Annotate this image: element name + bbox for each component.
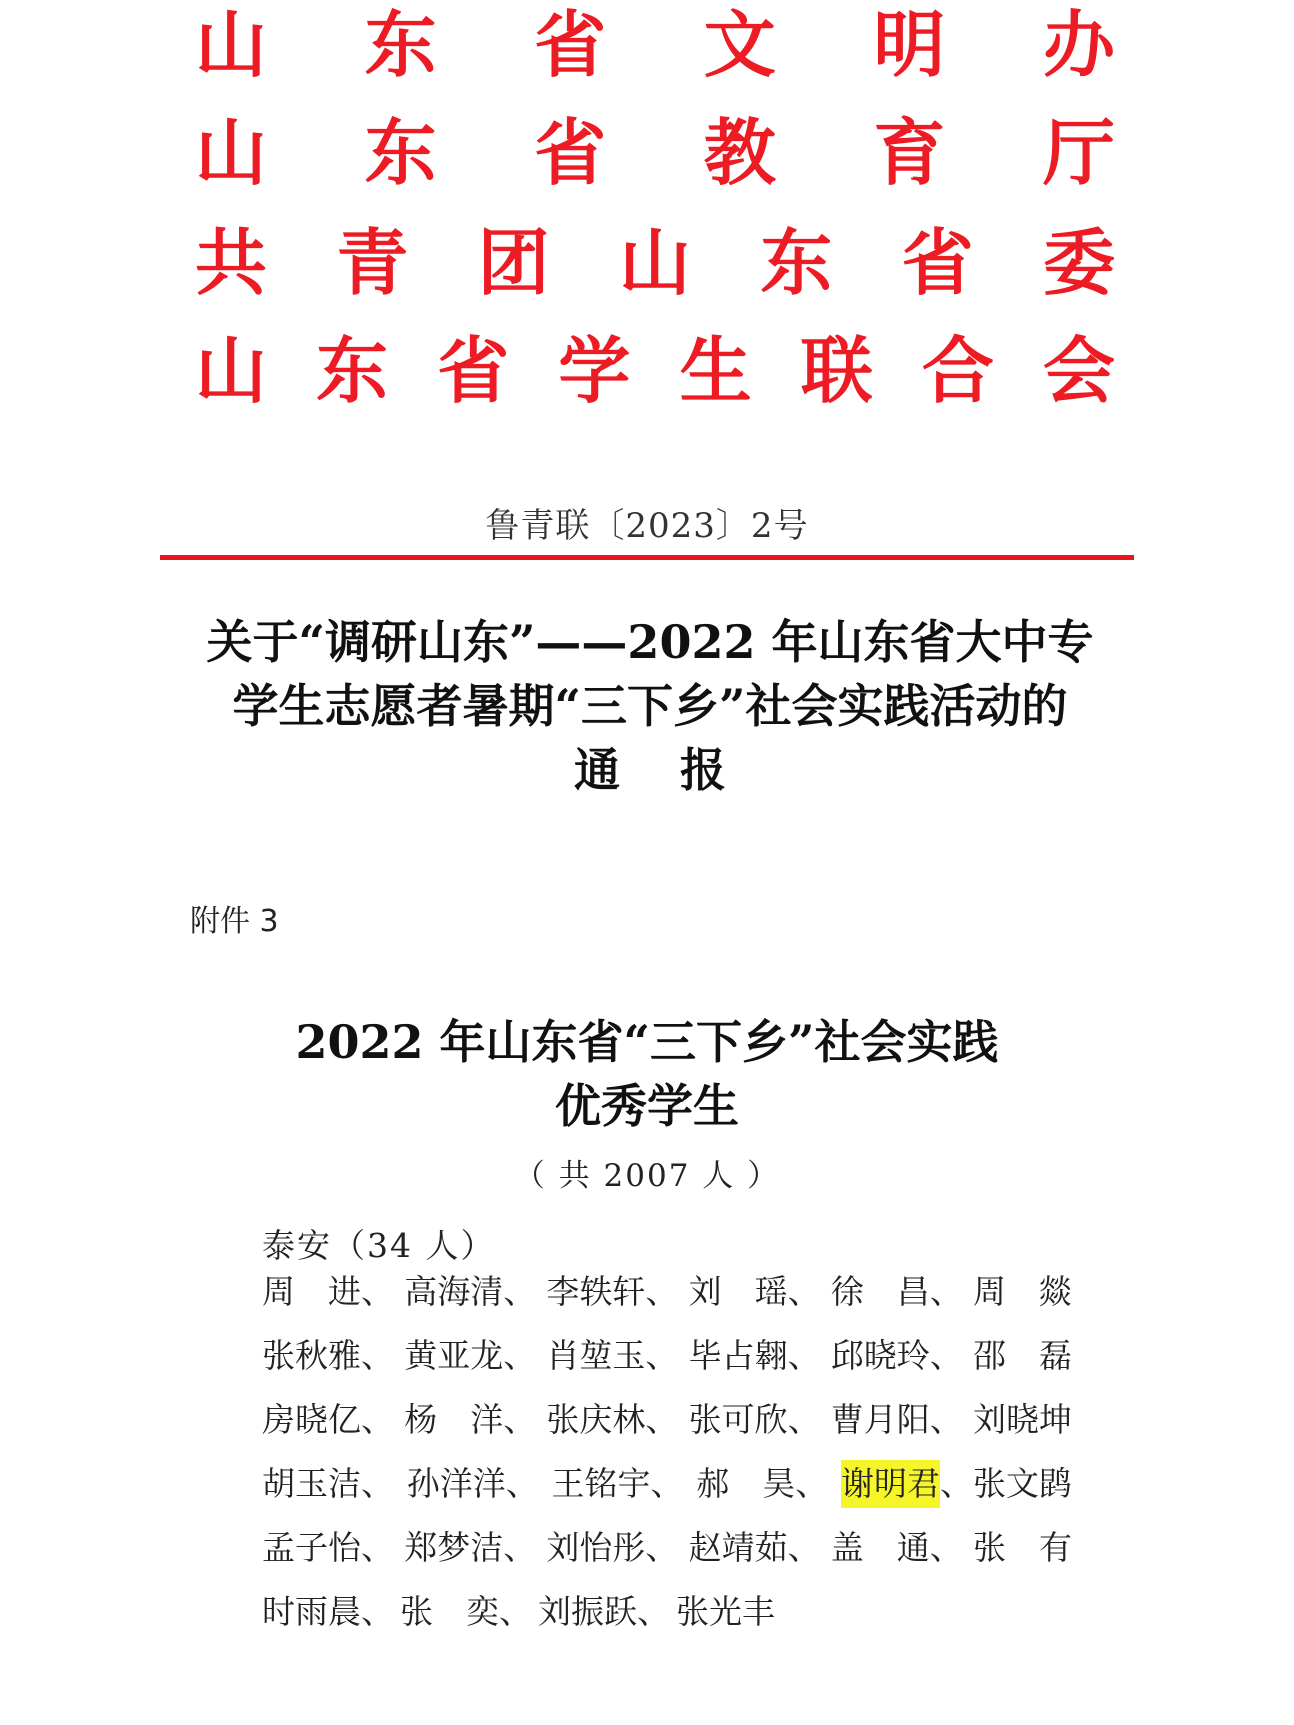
org-char: 团 (477, 221, 550, 305)
org-char: 山 (195, 329, 268, 413)
org-char: 厅 (1042, 111, 1115, 195)
student-name: 张光丰 (676, 1592, 775, 1631)
student-name: 刘振跃、 (538, 1592, 670, 1631)
list-title-line-1: 2022 年山东省“三下乡”社会实践 (295, 1015, 999, 1069)
red-divider-line (160, 555, 1134, 560)
org-char: 学 (558, 329, 631, 413)
list-title-line-2: 优秀学生 (555, 1079, 739, 1133)
name-row (262, 1460, 1072, 1508)
student-name: 周 燚 (972, 1272, 1072, 1311)
student-name: 杨 洋、 (404, 1400, 537, 1439)
org-char: 文 (703, 3, 776, 87)
student-name: 曹月阳、 (830, 1400, 963, 1439)
org-char: 省 (901, 221, 974, 305)
student-name: 张庆林、 (546, 1400, 679, 1439)
student-name: 刘 瑶、 (688, 1272, 821, 1311)
org-char: 省 (534, 3, 607, 87)
org-char: 教 (703, 111, 776, 195)
name-row (262, 1524, 1072, 1572)
student-name: 郑梦洁、 (404, 1528, 537, 1567)
student-name: 、张文鹍 (940, 1464, 1072, 1503)
student-name: 孙洋洋、 (406, 1464, 539, 1503)
notice-title-line-2: 学生志愿者暑期“三下乡”社会实践活动的 (232, 679, 1068, 733)
org-name-wenmingban (195, 0, 1115, 90)
student-name: 徐 昌、 (830, 1272, 963, 1311)
notice-title (170, 610, 1130, 802)
org-char: 山 (618, 221, 691, 305)
student-name: 毕占翱、 (688, 1336, 821, 1375)
name-row (262, 1396, 1072, 1444)
attachment-label: 附件 3 (190, 904, 279, 939)
student-name: 刘晓坤 (972, 1400, 1072, 1439)
org-char: 育 (873, 111, 946, 195)
student-name: 时雨晨、 (262, 1592, 394, 1631)
org-char: 东 (364, 111, 437, 195)
notice-title-line-1: 关于“调研山东”——2022 年山东省大中专 (206, 615, 1094, 669)
org-char: 山 (195, 3, 268, 87)
org-char: 东 (760, 221, 833, 305)
highlighted-student-name: 谢明君 (841, 1460, 940, 1508)
list-title (0, 1010, 1294, 1138)
org-name-xuelian (195, 326, 1115, 416)
name-pair (841, 1460, 1072, 1508)
org-char: 生 (679, 329, 752, 413)
org-char: 山 (195, 111, 268, 195)
student-name: 盖 通、 (830, 1528, 963, 1567)
org-name-tuanshengwei (195, 218, 1115, 308)
student-name: 赵靖茹、 (688, 1528, 821, 1567)
list-count: （ 共 2007 人 ） (513, 1158, 781, 1194)
student-name: 孟子怡、 (262, 1528, 394, 1567)
org-char: 青 (336, 221, 409, 305)
org-char: 会 (1042, 329, 1115, 413)
name-row (262, 1588, 1072, 1636)
student-name: 邱晓玲、 (830, 1336, 963, 1375)
student-name: 李轶轩、 (546, 1272, 679, 1311)
org-char: 共 (195, 221, 268, 305)
org-name-jiaoyuting (195, 108, 1115, 198)
student-name: 肖堃玉、 (546, 1336, 679, 1375)
student-name: 黄亚龙、 (404, 1336, 537, 1375)
org-char: 东 (364, 3, 437, 87)
student-name: 王铭宇、 (551, 1464, 684, 1503)
org-char: 联 (800, 329, 873, 413)
student-name: 房晓亿、 (262, 1400, 394, 1439)
region-heading: 泰安（34 人） (262, 1226, 496, 1265)
name-row (262, 1332, 1072, 1380)
student-name: 郝 昊、 (696, 1464, 829, 1503)
student-name: 高海清、 (404, 1272, 537, 1311)
student-name: 胡玉洁、 (262, 1464, 394, 1503)
document-number: 鲁青联〔2023〕2号 (485, 506, 809, 546)
student-name: 邵 磊 (972, 1336, 1072, 1375)
student-name: 刘怡彤、 (546, 1528, 679, 1567)
notice-title-line-3: 通报 (574, 743, 786, 797)
student-name: 张 有 (972, 1528, 1072, 1567)
org-char: 省 (437, 329, 510, 413)
org-char: 明 (873, 3, 946, 87)
org-char: 省 (534, 111, 607, 195)
name-row (262, 1268, 1072, 1316)
org-char: 办 (1042, 3, 1115, 87)
org-char: 东 (316, 329, 389, 413)
student-name: 周 进、 (262, 1272, 394, 1311)
student-name: 张 奕、 (400, 1592, 532, 1631)
org-char: 委 (1042, 221, 1115, 305)
student-name: 张可欣、 (688, 1400, 821, 1439)
student-name: 张秋雅、 (262, 1336, 394, 1375)
org-char: 合 (921, 329, 994, 413)
